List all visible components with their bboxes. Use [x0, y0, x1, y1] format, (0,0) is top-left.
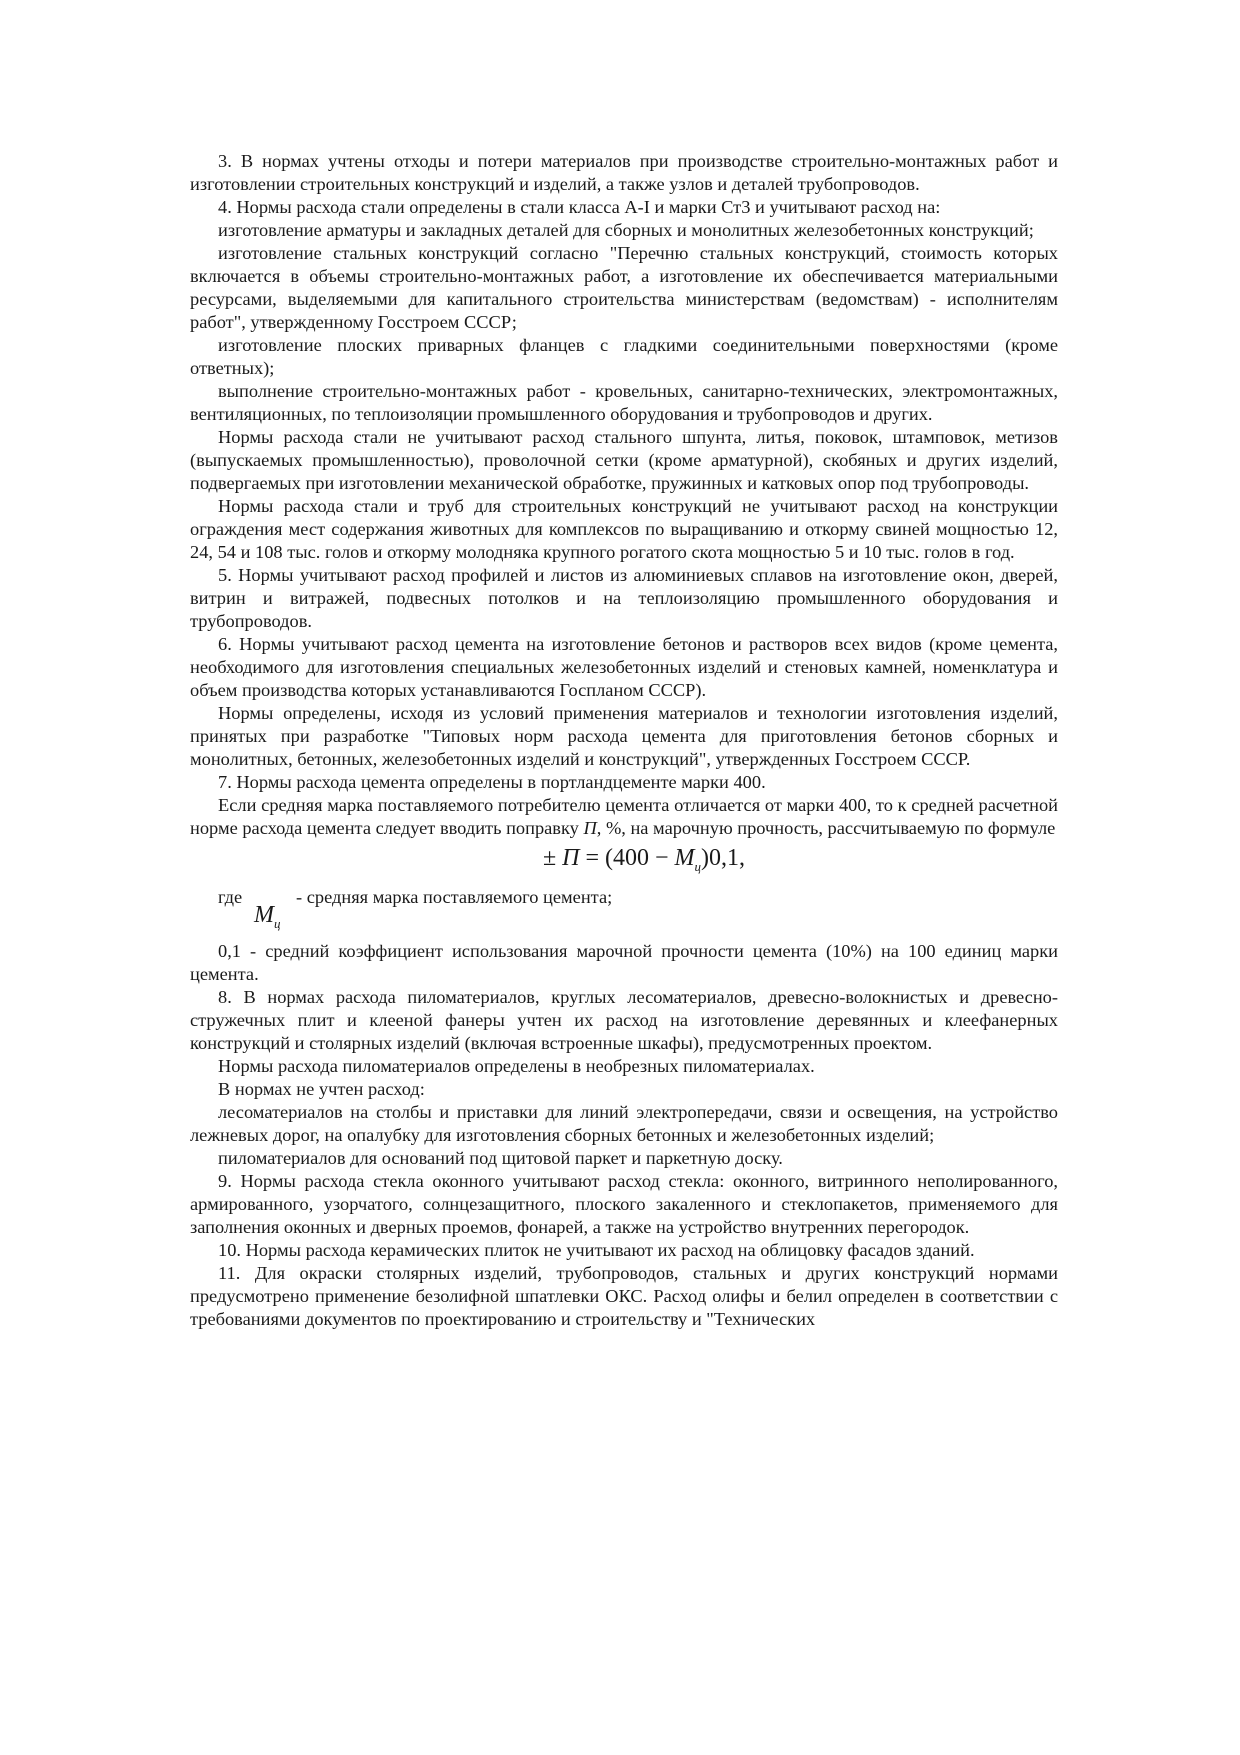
document-page [190, 150, 1058, 1331]
formula-symbol-m: М [674, 845, 695, 871]
paragraph-group-a [190, 150, 1058, 794]
where-label: где [218, 887, 243, 907]
paragraph: 5. Нормы учитывают расход профилей и листов из алюминиевых сплавов на изготовление окон, дверей, витрин и витражей, подвесных потолков и на теплоизоляцию промышленного оборудования и трубопроводов. [190, 565, 1058, 631]
where-description: - средняя марка поставляемого цемента; [296, 887, 613, 907]
paragraph: изготовление арматуры и закладных деталей для сборных и монолитных железобетонных конструкций; [218, 220, 1034, 240]
paragraph: 0,1 - средний коэффициент использования марочной прочности цемента (10%) на 100 единиц марки цемента. [190, 941, 1058, 984]
formula-intro-text: Если средняя марка поставляемого потребителю цемента отличается от марки 400, то к средней расчетной норме расхода цемента следует вводить поправку [190, 795, 1058, 838]
paragraph: 10. Нормы расхода керамических плиток не учитывают их расход на облицовку фасадов зданий. [218, 1240, 975, 1260]
paragraph: Нормы расхода стали и труб для строительных конструкций не учитывают расход на конструкции ограждения мест содержания животных для комплексов по выращиванию и откорму свиней мощностью 12, 24, 54 и 108 тыс. голов и откорму молодняка крупного рогатого скота мощностью 5 и 10 тыс. голов в год. [190, 496, 1058, 562]
where-symbol-subscript: ц [274, 916, 281, 931]
paragraph: Нормы определены, исходя из условий применения материалов и технологии изготовления изделий, принятых при разработке "Типовых норм расхода цемента для приготовления бетонов сборных и монолитных, бетонных, железобетонных изделий и конструкций", утвержденных Госстроем СССР. [190, 703, 1058, 769]
correction-formula [190, 843, 1058, 882]
paragraph-group-b [190, 940, 1058, 1331]
formula-legend [190, 886, 1058, 932]
formula-intro-symbol: П [583, 818, 597, 838]
formula-plus-minus: ± [542, 845, 563, 871]
paragraph: 8. В нормах расхода пиломатериалов, круглых лесоматериалов, древесно-волокнистых и древесно-стружечных плит и клееной фанеры учтен их расход на изготовление деревянных и клеефанерных конструкций и столярных изделий (включая встроенные шкафы), предусмотренных проектом. [190, 987, 1058, 1053]
formula-intro-tail: , %, на марочную прочность, рассчитываемую по формуле [596, 818, 1056, 838]
paragraph: лесоматериалов на столбы и приставки для линий электропередачи, связи и освещения, на устройство лежневых дорог, на опалубку для изготовления сборных бетонных и железобетонных изделий; [190, 1102, 1058, 1145]
paragraph: 7. Нормы расхода цемента определены в портландцементе марки 400. [218, 772, 766, 792]
paragraph: изготовление стальных конструкций согласно "Перечню стальных конструкций, стоимость которых включается в объемы строительно-монтажных работ, а изготовление их обеспечивается материальными ресурсами, выделяемыми для капитального строительства министерствам (ведомствам) - исполнителям работ", утвержденному Госстроем СССР; [190, 243, 1058, 332]
formula-intro-paragraph [190, 794, 1058, 840]
paragraph: В нормах не учтен расход: [218, 1079, 425, 1099]
paragraph: 9. Нормы расхода стекла оконного учитывают расход стекла: оконного, витринного неполированного, армированного, узорчатого, солнцезащитного, плоского закаленного и стеклопакетов, применяемого для заполнения оконных и дверных проемов, фонарей, а также на устройство внутренних перегородок. [190, 1171, 1058, 1237]
formula-equals: = (400 − [579, 845, 675, 871]
formula-subscript: ц [694, 859, 702, 874]
formula-symbol-p: П [562, 845, 580, 871]
paragraph: 3. В нормах учтены отходы и потери материалов при производстве строительно-монтажных работ и изготовлении строительных конструкций и изделий, а также узлов и деталей трубопроводов. [190, 151, 1058, 194]
paragraph: 4. Нормы расхода стали определены в стали класса А-I и марки Ст3 и учитывают расход на: [218, 197, 941, 217]
paragraph: выполнение строительно-монтажных работ - кровельных, санитарно-технических, электромонтажных, вентиляционных, по теплоизоляции промышленного оборудования и трубопроводов и других. [190, 381, 1058, 424]
paragraph: 6. Нормы учитывают расход цемента на изготовление бетонов и растворов всех видов (кроме цемента, необходимого для изготовления специальных железобетонных изделий и стеновых камней, номенклатура и объем производства которых устанавливаются Госпланом СССР). [190, 634, 1058, 700]
paragraph: пиломатериалов для оснований под щитовой паркет и паркетную доску. [218, 1148, 783, 1168]
where-symbol-m: М [254, 902, 274, 928]
where-symbol [254, 904, 281, 935]
formula-tail: )0,1, [701, 845, 746, 871]
paragraph: 11. Для окраски столярных изделий, трубопроводов, стальных и других конструкций нормами предусмотрено применение безолифной шпатлевки ОКС. Расход олифы и белил определен в соответствии с требованиями документов по проектированию и строительству и "Технических [190, 1263, 1058, 1329]
paragraph: изготовление плоских приварных фланцев с гладкими соединительными поверхностями (кроме ответных); [190, 335, 1058, 378]
paragraph: Нормы расхода стали не учитывают расход стального шпунта, литья, поковок, штамповок, метизов (выпускаемых промышленностью), проволочной сетки (кроме арматурной), скобяных и других изделий, подвергаемых при изготовлении механической обработке, пружинных и катковых опор под трубопроводы. [190, 427, 1058, 493]
paragraph: Нормы расхода пиломатериалов определены в необрезных пиломатериалах. [218, 1056, 815, 1076]
